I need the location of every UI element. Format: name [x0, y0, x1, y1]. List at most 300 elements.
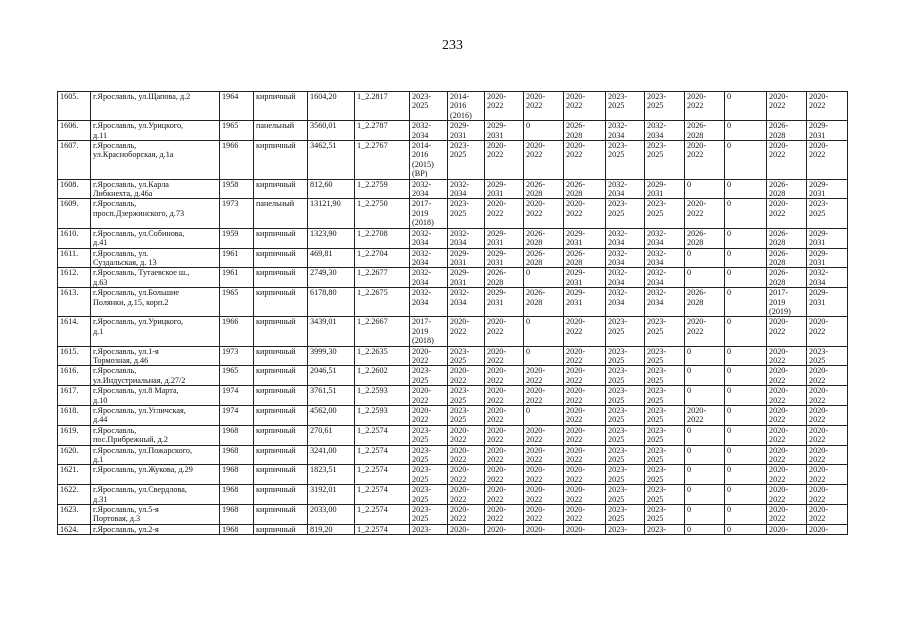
- work-period-cell: 2020- 2022: [485, 465, 524, 485]
- work-period-cell: 2023- 2025: [807, 346, 848, 366]
- work-period-cell: 2023- 2025: [645, 141, 685, 180]
- area-cell: 1323,90: [308, 228, 355, 248]
- area-cell: 1823,51: [308, 465, 355, 485]
- table-row: [58, 406, 848, 426]
- row-number-cell: 1612.: [58, 268, 91, 288]
- work-period-cell: 2026- 2028: [767, 248, 807, 268]
- work-period-cell: 0: [725, 248, 767, 268]
- work-period-cell: 2023- 2025: [807, 199, 848, 228]
- building-code-cell: 1_2.2677: [355, 268, 410, 288]
- building-code-cell: 1_2.2574: [355, 505, 410, 525]
- building-code-cell: 1_2.2574: [355, 524, 410, 534]
- work-period-cell: 2023- 2025: [606, 199, 645, 228]
- work-period-cell: 2023- 2025: [448, 199, 485, 228]
- work-period-cell: 2023- 2025: [410, 425, 448, 445]
- work-period-cell: 2020- 2022: [685, 317, 725, 346]
- wall-material-cell: кирпичный: [254, 346, 308, 366]
- address-cell: г.Ярославль, Тутаевское ш., д.63: [91, 268, 220, 288]
- work-period-cell: 2020- 2022: [807, 406, 848, 426]
- work-period-cell: 2023- 2025: [645, 505, 685, 525]
- work-period-cell: 2032- 2034: [410, 288, 448, 317]
- work-period-cell: 2023- 2025: [606, 425, 645, 445]
- work-period-cell: 2020- 2022: [524, 485, 564, 505]
- work-period-cell: 2026- 2028: [685, 288, 725, 317]
- work-period-cell: 2020- 2022: [524, 141, 564, 180]
- table-row: [58, 485, 848, 505]
- work-period-cell: 2032- 2034: [410, 228, 448, 248]
- work-period-cell: 2020- 2022: [564, 346, 606, 366]
- work-period-cell: 2023- 2025: [645, 485, 685, 505]
- building-code-cell: 1_2.2574: [355, 425, 410, 445]
- row-number-cell: 1624.: [58, 524, 91, 534]
- area-cell: 3192,01: [308, 485, 355, 505]
- work-period-cell: 2032- 2034: [645, 288, 685, 317]
- work-period-cell: 2020- 2022: [807, 505, 848, 525]
- work-period-cell: 2020- 2022: [807, 485, 848, 505]
- work-period-cell: 2023- 2025: [606, 485, 645, 505]
- work-period-cell: 2014- 2016 (2015) (ВР): [410, 141, 448, 180]
- work-period-cell: 2020- 2022: [524, 199, 564, 228]
- work-period-cell: 2023- 2025: [410, 445, 448, 465]
- work-period-cell: 2026- 2028: [524, 228, 564, 248]
- wall-material-cell: кирпичный: [254, 179, 308, 199]
- wall-material-cell: кирпичный: [254, 268, 308, 288]
- construction-year-cell: 1968: [220, 524, 254, 534]
- area-cell: 812,60: [308, 179, 355, 199]
- area-cell: 819,20: [308, 524, 355, 534]
- table-row: [58, 465, 848, 485]
- work-period-cell: 2032- 2034: [606, 121, 645, 141]
- work-period-cell: 0: [685, 366, 725, 386]
- work-period-cell: 2020- 2022: [524, 366, 564, 386]
- work-period-cell: 2020- 2022: [767, 406, 807, 426]
- table-row: [58, 425, 848, 445]
- work-period-cell: 0: [524, 268, 564, 288]
- address-cell: г.Ярославль, просп.Дзержинского, д.73: [91, 199, 220, 228]
- work-period-cell: 2023- 2025: [606, 445, 645, 465]
- work-period-cell: 2020- 2022: [767, 199, 807, 228]
- address-cell: г.Ярославль, ул.Урицкого, д.1: [91, 317, 220, 346]
- construction-year-cell: 1965: [220, 288, 254, 317]
- work-period-cell: 2020- 2022: [410, 386, 448, 406]
- work-period-cell: 2020- 2022: [564, 465, 606, 485]
- work-period-cell: 0: [725, 366, 767, 386]
- area-cell: 270,61: [308, 425, 355, 445]
- area-cell: 3999,30: [308, 346, 355, 366]
- work-period-cell: 2020-: [564, 524, 606, 534]
- work-period-cell: 2023- 2025: [448, 406, 485, 426]
- work-period-cell: 2026- 2028: [767, 268, 807, 288]
- work-period-cell: 2020- 2022: [485, 485, 524, 505]
- work-period-cell: 2020- 2022: [685, 141, 725, 180]
- work-period-cell: 2020- 2022: [485, 366, 524, 386]
- table-row: [58, 346, 848, 366]
- work-period-cell: 2029- 2031: [448, 248, 485, 268]
- work-period-cell: 2032- 2034: [448, 228, 485, 248]
- work-period-cell: 2023-: [645, 524, 685, 534]
- work-period-cell: 2020- 2022: [564, 141, 606, 180]
- work-period-cell: 2026- 2028: [485, 268, 524, 288]
- construction-year-cell: 1959: [220, 228, 254, 248]
- work-period-cell: 2020- 2022: [767, 445, 807, 465]
- area-cell: 3241,00: [308, 445, 355, 465]
- construction-year-cell: 1968: [220, 445, 254, 465]
- table-row: [58, 248, 848, 268]
- work-period-cell: 2020- 2022: [448, 317, 485, 346]
- work-period-cell: 2020- 2022: [524, 425, 564, 445]
- work-period-cell: 0: [685, 179, 725, 199]
- table-row: [58, 386, 848, 406]
- work-period-cell: 0: [685, 445, 725, 465]
- area-cell: 3462,51: [308, 141, 355, 180]
- table-row: [58, 288, 848, 317]
- work-period-cell: 0: [725, 199, 767, 228]
- work-period-cell: 2029- 2031: [485, 179, 524, 199]
- work-period-cell: 2020-: [807, 524, 848, 534]
- area-cell: 6178,80: [308, 288, 355, 317]
- work-period-cell: 0: [685, 505, 725, 525]
- work-period-cell: 2020- 2022: [485, 92, 524, 121]
- work-period-cell: 2020- 2022: [564, 505, 606, 525]
- construction-year-cell: 1974: [220, 406, 254, 426]
- work-period-cell: 2020- 2022: [448, 505, 485, 525]
- work-period-cell: 2020- 2022: [524, 445, 564, 465]
- building-code-cell: 1_2.2759: [355, 179, 410, 199]
- construction-year-cell: 1965: [220, 121, 254, 141]
- work-period-cell: 2023- 2025: [645, 92, 685, 121]
- building-code-cell: 1_2.2675: [355, 288, 410, 317]
- work-period-cell: 2023- 2025: [645, 406, 685, 426]
- work-period-cell: 2020- 2022: [524, 92, 564, 121]
- work-period-cell: 2017- 2019 (2019): [767, 288, 807, 317]
- row-number-cell: 1611.: [58, 248, 91, 268]
- work-period-cell: 2020- 2022: [485, 199, 524, 228]
- wall-material-cell: кирпичный: [254, 406, 308, 426]
- work-period-cell: 2020- 2022: [524, 386, 564, 406]
- work-period-cell: 2020- 2022: [564, 317, 606, 346]
- work-period-cell: 0: [725, 179, 767, 199]
- work-period-cell: 2020- 2022: [485, 346, 524, 366]
- work-period-cell: 2032- 2034: [645, 121, 685, 141]
- work-period-cell: 2023- 2025: [606, 317, 645, 346]
- work-period-cell: 2032- 2034: [410, 179, 448, 199]
- work-period-cell: 2020- 2022: [564, 485, 606, 505]
- address-cell: г.Ярославль, ул.5-я Портовая, д.3: [91, 505, 220, 525]
- work-period-cell: 2020- 2022: [807, 141, 848, 180]
- wall-material-cell: панельный: [254, 199, 308, 228]
- work-period-cell: 2029- 2031: [485, 288, 524, 317]
- building-code-cell: 1_2.2574: [355, 485, 410, 505]
- construction-year-cell: 1966: [220, 141, 254, 180]
- building-code-cell: 1_2.2767: [355, 141, 410, 180]
- work-period-cell: 2020- 2022: [564, 386, 606, 406]
- address-cell: г.Ярославль, пос.Прибрежный, д.2: [91, 425, 220, 445]
- work-period-cell: 2023- 2025: [410, 92, 448, 121]
- work-period-cell: 2020- 2022: [524, 465, 564, 485]
- work-period-cell: 2023- 2025: [645, 425, 685, 445]
- work-period-cell: 2020- 2022: [767, 485, 807, 505]
- work-period-cell: 2017- 2019 (2018): [410, 317, 448, 346]
- work-period-cell: 2023- 2025: [410, 366, 448, 386]
- building-code-cell: 1_2.2667: [355, 317, 410, 346]
- work-period-cell: 2023- 2025: [448, 346, 485, 366]
- work-period-cell: 2026- 2028: [564, 179, 606, 199]
- work-period-cell: 2029- 2031: [448, 268, 485, 288]
- work-period-cell: 2029- 2031: [807, 179, 848, 199]
- table-row: [58, 445, 848, 465]
- work-period-cell: 2032- 2034: [448, 179, 485, 199]
- wall-material-cell: кирпичный: [254, 317, 308, 346]
- wall-material-cell: кирпичный: [254, 445, 308, 465]
- work-period-cell: 2032- 2034: [410, 121, 448, 141]
- work-period-cell: 2026- 2028: [685, 121, 725, 141]
- work-period-cell: 2023- 2025: [645, 317, 685, 346]
- table-row: [58, 524, 848, 534]
- work-period-cell: 2020- 2022: [807, 445, 848, 465]
- construction-year-cell: 1973: [220, 346, 254, 366]
- work-period-cell: 0: [685, 268, 725, 288]
- row-number-cell: 1606.: [58, 121, 91, 141]
- wall-material-cell: кирпичный: [254, 524, 308, 534]
- area-cell: 2033,00: [308, 505, 355, 525]
- work-period-cell: 2032- 2034: [645, 248, 685, 268]
- work-period-cell: 2029- 2031: [485, 121, 524, 141]
- address-cell: г.Ярославль, ул.Свердлова, д.31: [91, 485, 220, 505]
- work-period-cell: 2032- 2034: [448, 288, 485, 317]
- building-code-cell: 1_2.2787: [355, 121, 410, 141]
- work-period-cell: 0: [725, 524, 767, 534]
- work-period-cell: 2020- 2022: [485, 425, 524, 445]
- construction-year-cell: 1968: [220, 425, 254, 445]
- work-period-cell: 2023- 2025: [645, 465, 685, 485]
- table-row: [58, 228, 848, 248]
- work-period-cell: 2020- 2022: [410, 346, 448, 366]
- work-period-cell: 2023- 2025: [606, 141, 645, 180]
- row-number-cell: 1608.: [58, 179, 91, 199]
- work-period-cell: 2020-: [767, 524, 807, 534]
- area-cell: 3560,01: [308, 121, 355, 141]
- work-period-cell: 2029- 2031: [807, 121, 848, 141]
- work-period-cell: 2029- 2031: [448, 121, 485, 141]
- work-period-cell: 2029- 2031: [645, 179, 685, 199]
- work-period-cell: 2023- 2025: [645, 366, 685, 386]
- work-period-cell: 2020- 2022: [485, 406, 524, 426]
- work-period-cell: 2023-: [606, 524, 645, 534]
- work-period-cell: 2026- 2028: [685, 228, 725, 248]
- table-row: [58, 92, 848, 121]
- construction-year-cell: 1974: [220, 386, 254, 406]
- work-period-cell: 0: [524, 317, 564, 346]
- work-period-cell: 2020- 2022: [767, 346, 807, 366]
- building-code-cell: 1_2.2704: [355, 248, 410, 268]
- housing-repair-schedule-table: [57, 91, 848, 535]
- work-period-cell: 2032- 2034: [606, 268, 645, 288]
- address-cell: г.Ярославль, ул.2-я: [91, 524, 220, 534]
- table-row: [58, 366, 848, 386]
- work-period-cell: 2026- 2028: [524, 288, 564, 317]
- work-period-cell: 0: [725, 317, 767, 346]
- building-code-cell: 1_2.2593: [355, 406, 410, 426]
- work-period-cell: 2020- 2022: [767, 425, 807, 445]
- row-number-cell: 1623.: [58, 505, 91, 525]
- work-period-cell: 2029- 2031: [807, 248, 848, 268]
- table-row: [58, 121, 848, 141]
- work-period-cell: 2032- 2034: [606, 248, 645, 268]
- wall-material-cell: панельный: [254, 121, 308, 141]
- row-number-cell: 1610.: [58, 228, 91, 248]
- work-period-cell: 0: [685, 465, 725, 485]
- work-period-cell: 2032- 2034: [410, 248, 448, 268]
- work-period-cell: 2026- 2028: [564, 121, 606, 141]
- building-code-cell: 1_2.2593: [355, 386, 410, 406]
- construction-year-cell: 1964: [220, 92, 254, 121]
- table-body: [58, 92, 848, 535]
- work-period-cell: 2020- 2022: [448, 445, 485, 465]
- address-cell: г.Ярославль, ул.Пожарского, д.1: [91, 445, 220, 465]
- work-period-cell: 2029- 2031: [485, 248, 524, 268]
- wall-material-cell: кирпичный: [254, 505, 308, 525]
- work-period-cell: 2020- 2022: [767, 317, 807, 346]
- row-number-cell: 1619.: [58, 425, 91, 445]
- building-code-cell: 1_2.2817: [355, 92, 410, 121]
- work-period-cell: 2029- 2031: [564, 268, 606, 288]
- work-period-cell: 2020- 2022: [485, 141, 524, 180]
- work-period-cell: 2026- 2028: [524, 248, 564, 268]
- building-code-cell: 1_2.2750: [355, 199, 410, 228]
- area-cell: 13121,90: [308, 199, 355, 228]
- wall-material-cell: кирпичный: [254, 485, 308, 505]
- work-period-cell: 2023- 2025: [645, 386, 685, 406]
- work-period-cell: 2020-: [448, 524, 485, 534]
- wall-material-cell: кирпичный: [254, 366, 308, 386]
- work-period-cell: 2023- 2025: [410, 465, 448, 485]
- row-number-cell: 1622.: [58, 485, 91, 505]
- row-number-cell: 1607.: [58, 141, 91, 180]
- address-cell: г.Ярославль, ул. Суздальская, д. 13: [91, 248, 220, 268]
- work-period-cell: 2032- 2034: [645, 268, 685, 288]
- row-number-cell: 1616.: [58, 366, 91, 386]
- address-cell: г.Ярославль, ул.Угличская, д.44: [91, 406, 220, 426]
- address-cell: г.Ярославль, ул.Жукова, д.29: [91, 465, 220, 485]
- work-period-cell: 2023- 2025: [448, 141, 485, 180]
- work-period-cell: 2020- 2022: [807, 465, 848, 485]
- page-number: 233: [442, 38, 463, 53]
- work-period-cell: 0: [524, 121, 564, 141]
- work-period-cell: 2029- 2031: [564, 228, 606, 248]
- work-period-cell: 0: [524, 346, 564, 366]
- work-period-cell: 2020-: [485, 524, 524, 534]
- table-row: [58, 317, 848, 346]
- wall-material-cell: кирпичный: [254, 141, 308, 180]
- work-period-cell: 2020- 2022: [448, 465, 485, 485]
- address-cell: г.Ярославль, ул.Урицкого, д.11: [91, 121, 220, 141]
- work-period-cell: 2020- 2022: [485, 317, 524, 346]
- address-cell: г.Ярославль, ул.Собинова, д.41: [91, 228, 220, 248]
- table-row: [58, 179, 848, 199]
- work-period-cell: 2023- 2025: [606, 406, 645, 426]
- work-period-cell: 2020- 2022: [485, 445, 524, 465]
- work-period-cell: 2020- 2022: [564, 445, 606, 465]
- address-cell: г.Ярославль, ул.8 Марта, д.10: [91, 386, 220, 406]
- work-period-cell: 0: [685, 485, 725, 505]
- work-period-cell: 2020- 2022: [767, 465, 807, 485]
- work-period-cell: 2023- 2025: [606, 92, 645, 121]
- work-period-cell: 2026- 2028: [767, 179, 807, 199]
- building-code-cell: 1_2.2574: [355, 445, 410, 465]
- construction-year-cell: 1966: [220, 317, 254, 346]
- work-period-cell: 2020- 2022: [564, 406, 606, 426]
- work-period-cell: 2020- 2022: [807, 92, 848, 121]
- address-cell: г.Ярославль, ул.1-я Тормозная, д.46: [91, 346, 220, 366]
- work-period-cell: 0: [725, 228, 767, 248]
- work-period-cell: 0: [725, 346, 767, 366]
- work-period-cell: 0: [725, 141, 767, 180]
- work-period-cell: 2020- 2022: [685, 92, 725, 121]
- work-period-cell: 0: [685, 248, 725, 268]
- work-period-cell: 2029- 2031: [807, 228, 848, 248]
- work-period-cell: 2023- 2025: [410, 485, 448, 505]
- work-period-cell: 2023- 2025: [645, 199, 685, 228]
- work-period-cell: 2023- 2025: [606, 386, 645, 406]
- work-period-cell: 2026- 2028: [767, 121, 807, 141]
- construction-year-cell: 1958: [220, 179, 254, 199]
- area-cell: 3761,51: [308, 386, 355, 406]
- building-code-cell: 1_2.2635: [355, 346, 410, 366]
- work-period-cell: 2032- 2034: [606, 288, 645, 317]
- construction-year-cell: 1965: [220, 366, 254, 386]
- work-period-cell: 2020- 2022: [448, 366, 485, 386]
- work-period-cell: 2020- 2022: [767, 386, 807, 406]
- address-cell: г.Ярославль, ул.Карла Либкнехта, д.46а: [91, 179, 220, 199]
- work-period-cell: 2020- 2022: [564, 366, 606, 386]
- area-cell: 2046,51: [308, 366, 355, 386]
- building-code-cell: 1_2.2602: [355, 366, 410, 386]
- work-period-cell: 2020- 2022: [807, 317, 848, 346]
- work-period-cell: 0: [725, 288, 767, 317]
- row-number-cell: 1617.: [58, 386, 91, 406]
- row-number-cell: 1615.: [58, 346, 91, 366]
- construction-year-cell: 1968: [220, 505, 254, 525]
- work-period-cell: 2014- 2016 (2016): [448, 92, 485, 121]
- wall-material-cell: кирпичный: [254, 248, 308, 268]
- work-period-cell: 0: [685, 425, 725, 445]
- work-period-cell: 0: [725, 445, 767, 465]
- work-period-cell: 0: [685, 386, 725, 406]
- work-period-cell: 2020- 2022: [524, 505, 564, 525]
- work-period-cell: 0: [725, 121, 767, 141]
- row-number-cell: 1618.: [58, 406, 91, 426]
- work-period-cell: 2020- 2022: [485, 505, 524, 525]
- construction-year-cell: 1961: [220, 248, 254, 268]
- construction-year-cell: 1961: [220, 268, 254, 288]
- wall-material-cell: кирпичный: [254, 465, 308, 485]
- work-period-cell: 0: [725, 406, 767, 426]
- work-period-cell: 2029- 2031: [564, 288, 606, 317]
- wall-material-cell: кирпичный: [254, 92, 308, 121]
- work-period-cell: 0: [685, 346, 725, 366]
- address-cell: г.Ярославль, ул.Большие Полянки, д.15, корп.2: [91, 288, 220, 317]
- row-number-cell: 1605.: [58, 92, 91, 121]
- work-period-cell: 0: [725, 386, 767, 406]
- address-cell: г.Ярославль, ул.Красноборская, д.1а: [91, 141, 220, 180]
- work-period-cell: 2020- 2022: [767, 366, 807, 386]
- work-period-cell: 2023- 2025: [645, 445, 685, 465]
- wall-material-cell: кирпичный: [254, 425, 308, 445]
- row-number-cell: 1621.: [58, 465, 91, 485]
- work-period-cell: 2023- 2025: [606, 505, 645, 525]
- work-period-cell: 2029- 2031: [807, 288, 848, 317]
- area-cell: 469,81: [308, 248, 355, 268]
